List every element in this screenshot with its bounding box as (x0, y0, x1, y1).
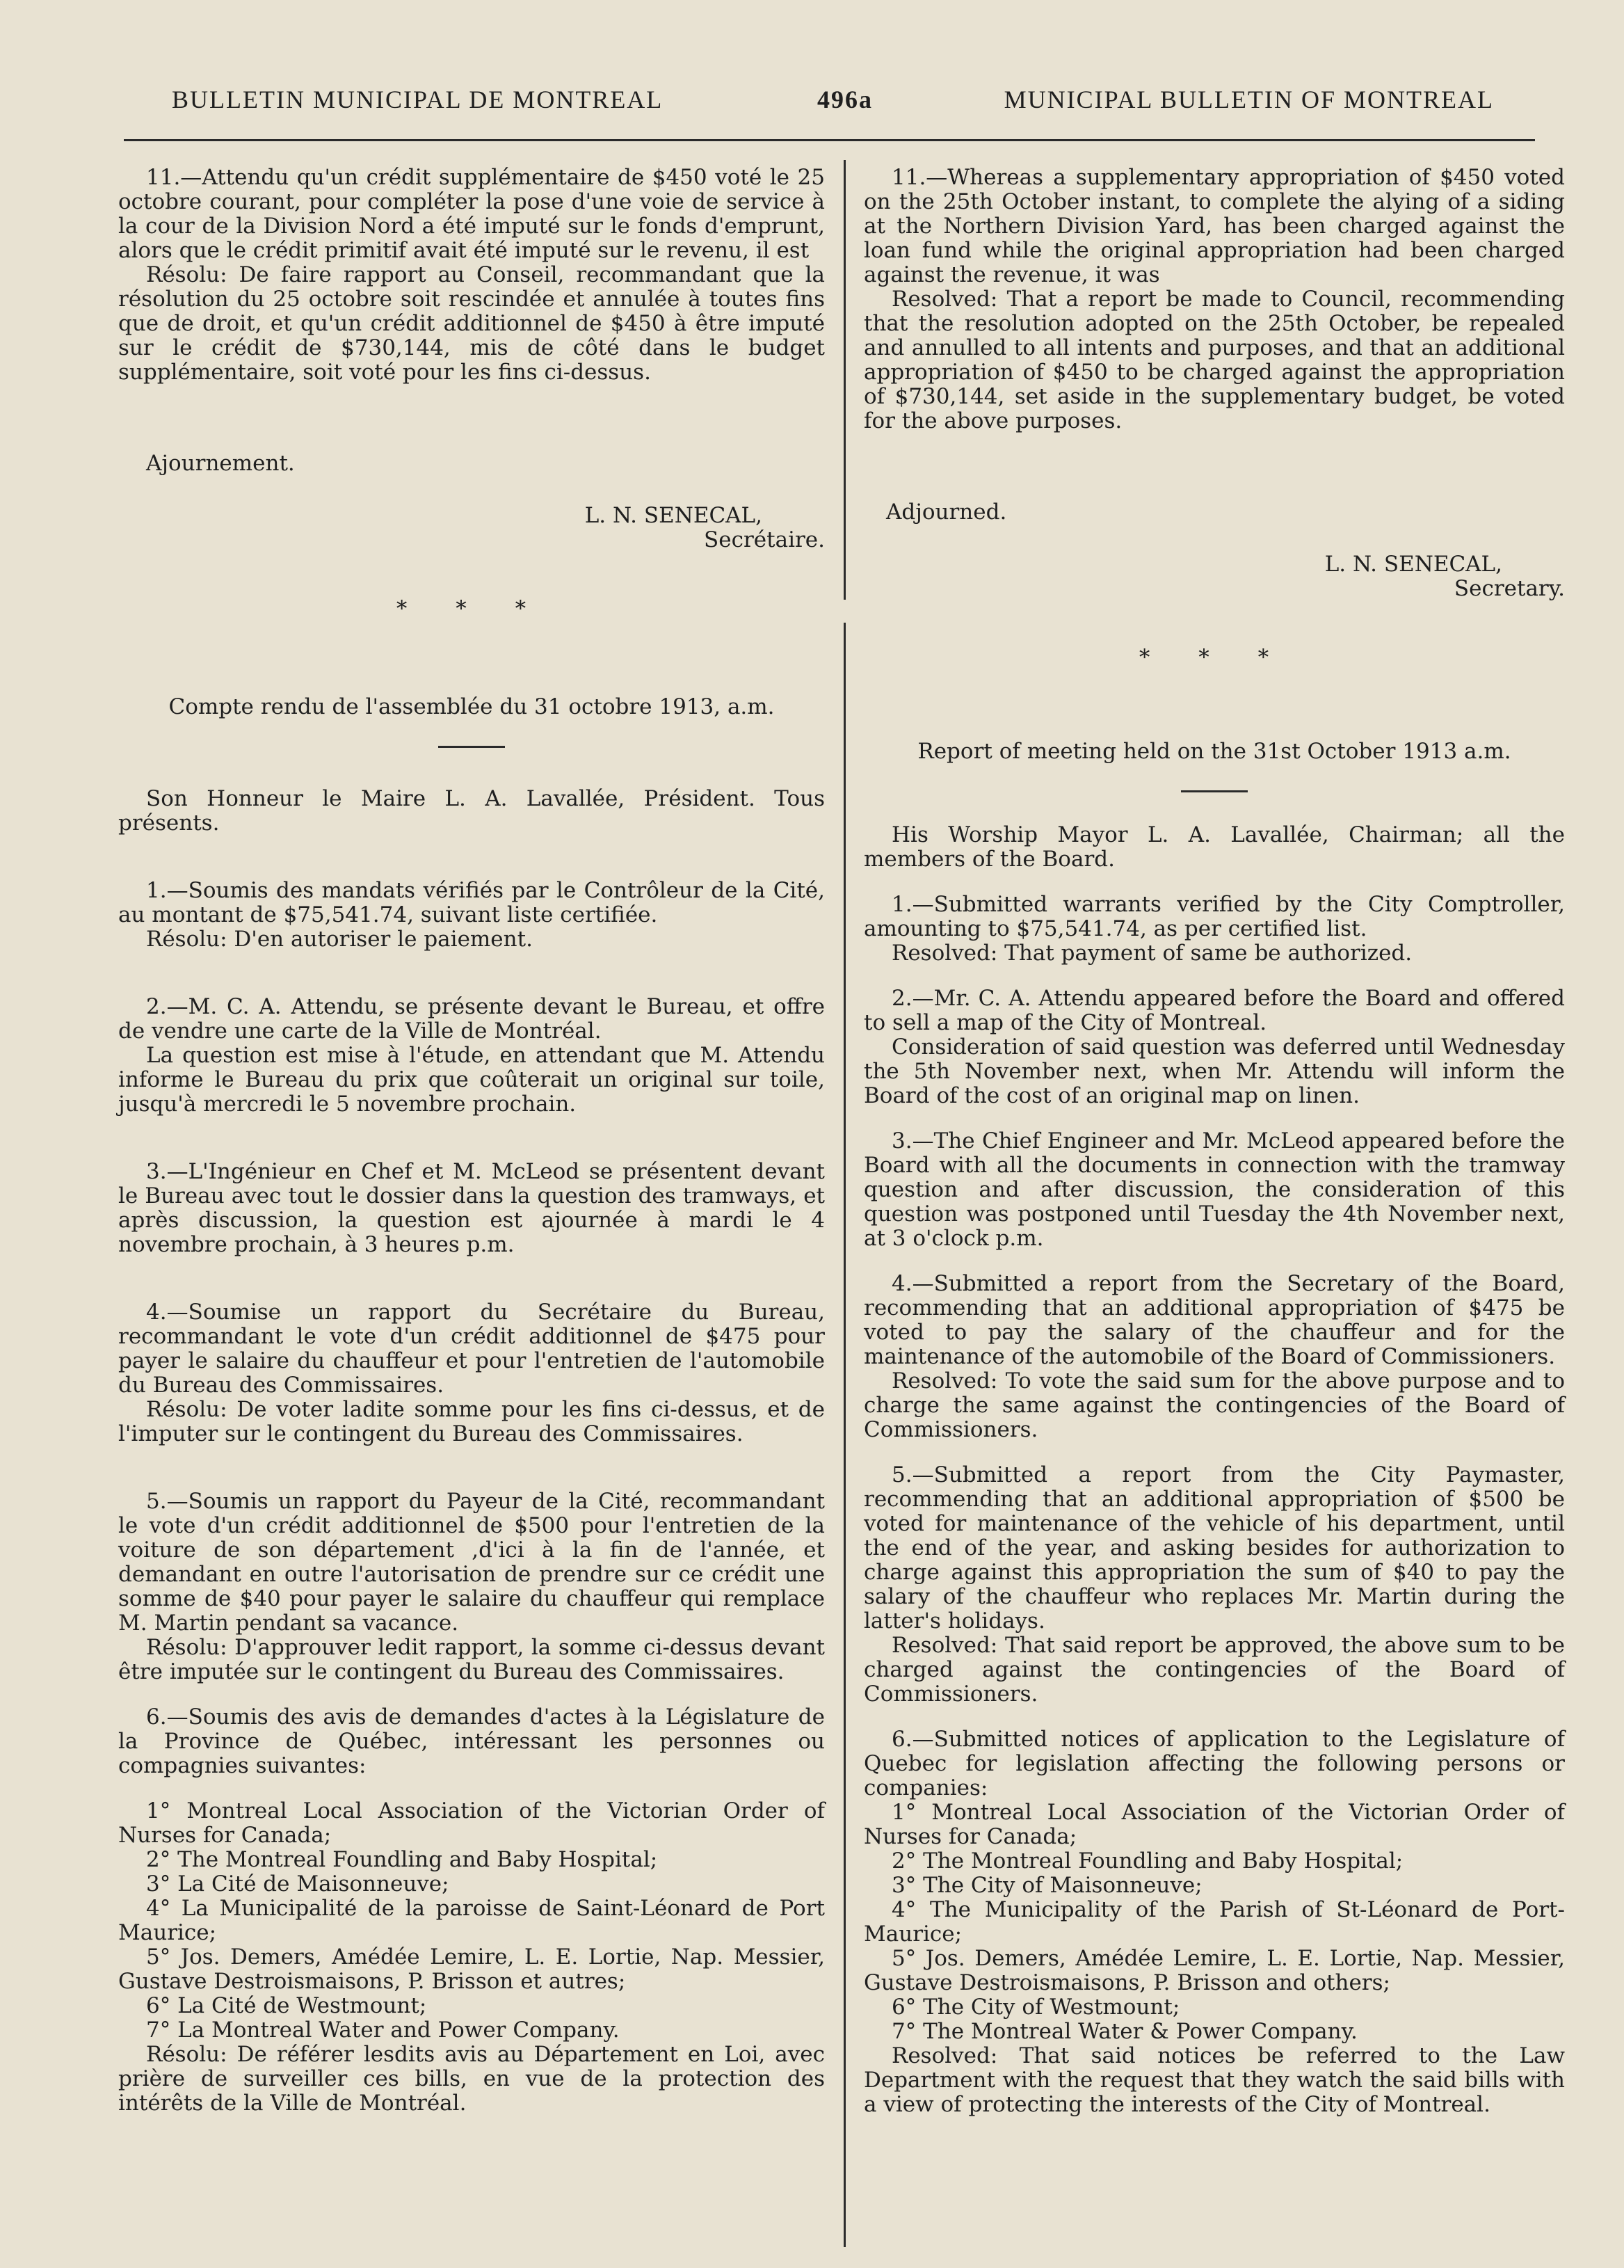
en-resolution-5: Resolved: That said report be approved, the above sum to be charged against the contingencies of the Board of Commissioners. (864, 1633, 1565, 1707)
header-title-french: BULLETIN MUNICIPAL DE MONTREAL (172, 86, 664, 113)
en-attendance: His Worship Mayor L. A. Lavallée, Chairman; all the members of the Board. (864, 822, 1565, 872)
fr-signature-name: L. N. SENECAL, (584, 503, 762, 528)
english-column (864, 166, 1565, 2117)
en-item-3: 3.—The Chief Engineer and Mr. McLeod appeared before the Board with all the documents in connection with the tramway question and after discussion, the consideration of this question was postponed until Tuesday the 4th November next, at 3 o'clock p.m. (864, 1128, 1565, 1251)
fr-item-5: 5.—Soumis un rapport du Payeur de la Cité, recommandant le vote d'un crédit additionnel de $500 pour l'entretien de la voiture de son département ,d'ici à la fin de l'année, et demandant en outre l'autorisation de prendre sur ce crédit une somme de $40 pour payer le salaire du chauffeur qui remplace M. Martin pendant sa vacance. (118, 1489, 825, 1636)
en-list-item-6: 6° The City of Westmount; (892, 1995, 1180, 2020)
fr-list-item-3: 3° La Cité de Maisonneuve; (146, 1871, 449, 1896)
en-list-item-3: 3° The City of Maisonneuve; (892, 1873, 1203, 1898)
fr-resolution-6: Résolu: De référer lesdits avis au Département en Loi, avec prière de surveiller ces bills, en vue de la protection des intérêts de la Ville de Montréal. (118, 2042, 825, 2116)
en-item-6: 6.—Submitted notices of application to the Legislature of Quebec for legislation affecting the following persons or companies: (864, 1727, 1565, 1800)
en-item-1: 1.—Submitted warrants verified by the City Comptroller, amounting to $75,541.74, as per certified list. (864, 892, 1565, 941)
fr-item-1: 1.—Soumis des mandats vérifiés par le Contrôleur de la Cité, au montant de $75,541.74, suivant liste certifiée. (118, 878, 825, 927)
column-divider-top (844, 160, 846, 600)
en-list-item-4: 4° The Municipality of the Parish of St-Léonard de Port-Maurice; (864, 1897, 1565, 1947)
fr-item-2-cont: La question est mise à l'étude, en attendant que M. Attendu informe le Bureau du prix que coûterait un original sur toile, jusqu'à mercredi le 5 novembre prochain. (118, 1043, 825, 1117)
en-list-item-7: 7° The Montreal Water & Power Company. (892, 2019, 1358, 2044)
header-rule (124, 139, 1535, 141)
fr-separator-stars: * * * (396, 596, 547, 621)
en-list-item-1: 1° Montreal Local Association of the Victorian Order of Nurses for Canada; (864, 1800, 1565, 1849)
en-short-rule (1181, 790, 1248, 792)
fr-signature (118, 504, 825, 552)
header-title-english: MUNICIPAL BULLETIN OF MONTREAL (1004, 86, 1494, 113)
en-resolution-4: Resolved: To vote the said sum for the above purpose and to charge the same against the contingencies of the Board of Commissioners. (864, 1368, 1565, 1442)
en-paragraph-11: 11.—Whereas a supplementary appropriation of $450 voted on the 25th October instant, to complete the alying of a siding at the Northern Division Yard, has been charged against the loan fund while the original appropriation had been charged against the revenue, it was (864, 165, 1565, 287)
fr-list-item-1: 1° Montreal Local Association of the Victorian Order of Nurses for Canada; (118, 1798, 825, 1848)
en-resolution-11: Resolved: That a report be made to Council, recommending that the resolution adopted on the 25th October, be repealed and annulled to all intents and purposes, and that an additional appropriation of $450 to be charged against the appropriation of $730,144, set aside in the supplementary budget, be voted for the above purposes. (864, 287, 1565, 433)
fr-signature-title: Secrétaire. (704, 527, 825, 552)
en-list-item-5: 5° Jos. Demers, Amédée Lemire, L. E. Lortie, Nap. Messier, Gustave Destroismaisons, P. Brisson and others; (864, 1946, 1565, 1995)
fr-resolution-1: Résolu: D'en autoriser le paiement. (146, 927, 533, 952)
fr-list-item-6: 6° La Cité de Westmount; (146, 1993, 427, 2018)
fr-list-item-5: 5° Jos. Demers, Amédée Lemire, L. E. Lortie, Nap. Messier, Gustave Destroismaisons, P. Brisson et autres; (118, 1944, 825, 1994)
en-item-4: 4.—Submitted a report from the Secretary of the Board, recommending that an additional appropriation of $475 be voted to pay the salary of the chauffeur and for the maintenance of the automobile of the Board of Commissioners. (864, 1271, 1565, 1369)
fr-item-4: 4.—Soumise un rapport du Secrétaire du Bureau, recommandant le vote d'un crédit additionnel de $475 pour payer le salaire du chauffeur et pour l'entretien de l'automobile du Bureau des Commissaires. (118, 1300, 825, 1398)
en-signature (864, 552, 1565, 601)
en-item-2-cont: Consideration of said question was deferred until Wednesday the 5th November next, when Mr. Attendu will inform the Board of the cost of an original map on linen. (864, 1035, 1565, 1108)
fr-paragraph-11: 11.—Attendu qu'un crédit supplémentaire de $450 voté le 25 octobre courant, pour compléter la pose d'une voie de service à la cour de la Division Nord a été imputé sur le fonds d'emprunt, alors que le crédit primitif avait été imputé sur le revenu, il est (118, 165, 825, 263)
en-adjournment: Adjourned. (886, 500, 1007, 525)
fr-item-3: 3.—L'Ingénieur en Chef et M. McLeod se présentent devant le Bureau avec tout le dossier dans la question des tramways, et après discussion, la question est ajournée à mardi le 4 novembre prochain, à 3 heures p.m. (118, 1159, 825, 1257)
fr-adjournment: Ajournement. (146, 451, 295, 476)
fr-list-item-7: 7° La Montreal Water and Power Company. (146, 2018, 620, 2043)
en-signature-title: Secretary. (1454, 576, 1565, 601)
en-signature-name: L. N. SENECAL, (1324, 552, 1502, 577)
en-separator-stars: * * * (1139, 645, 1290, 670)
column-divider-bottom (844, 623, 846, 2247)
page-number: 496a (817, 86, 873, 113)
fr-meeting-title: Compte rendu de l'assemblée du 31 octobre 1913, a.m. (168, 694, 775, 719)
fr-list-item-4: 4° La Municipalité de la paroisse de Saint-Léonard de Port Maurice; (118, 1896, 825, 1945)
fr-resolution-4: Résolu: De voter ladite somme pour les fins ci-dessus, et de l'imputer sur le contingent du Bureau des Commissaires. (118, 1397, 825, 1446)
fr-attendance: Son Honneur le Maire L. A. Lavallée, Président. Tous présents. (118, 786, 825, 836)
en-item-2: 2.—Mr. C. A. Attendu appeared before the Board and offered to sell a map of the City of Montreal. (864, 986, 1565, 1035)
fr-short-rule (438, 746, 505, 748)
en-list-item-2: 2° The Montreal Foundling and Baby Hospital; (892, 1848, 1404, 1874)
fr-item-6: 6.—Soumis des avis de demandes d'actes à la Législature de la Province de Québec, intéressant les personnes ou compagnies suivantes: (118, 1704, 825, 1778)
fr-resolution-5: Résolu: D'approuver ledit rapport, la somme ci-dessus devant être imputée sur le contingent du Bureau des Commissaires. (118, 1635, 825, 1684)
en-meeting-title: Report of meeting held on the 31st October 1913 a.m. (917, 739, 1511, 764)
en-item-5: 5.—Submitted a report from the City Paymaster, recommending that an additional appropriation of $500 be voted for maintenance of the vehicle of his department, until the end of the year, and asking besides for authorization to charge against this appropriation the sum of $40 to pay the salary of the chauffeur who replaces Mr. Martin during the latter's holidays. (864, 1462, 1565, 1634)
en-resolution-6: Resolved: That said notices be referred to the Law Department with the request that they watch the said bills with a view of protecting the interests of the City of Montreal. (864, 2043, 1565, 2117)
fr-list-item-2: 2° The Montreal Foundling and Baby Hospital; (146, 1847, 658, 1872)
fr-item-2: 2.—M. C. A. Attendu, se présente devant le Bureau, et offre de vendre une carte de la Ville de Montréal. (118, 994, 825, 1044)
french-column (118, 166, 825, 2116)
fr-resolution-11: Résolu: De faire rapport au Conseil, recommandant que la résolution du 25 octobre soit rescindée et annulée à toutes fins que de droit, et qu'un crédit additionnel de $450 à être imputé sur le crédit de $730,144, mis de côté dans le budget supplémentaire, soit voté pour les fins ci-dessus. (118, 262, 825, 385)
en-resolution-1: Resolved: That payment of same be authorized. (892, 941, 1413, 966)
